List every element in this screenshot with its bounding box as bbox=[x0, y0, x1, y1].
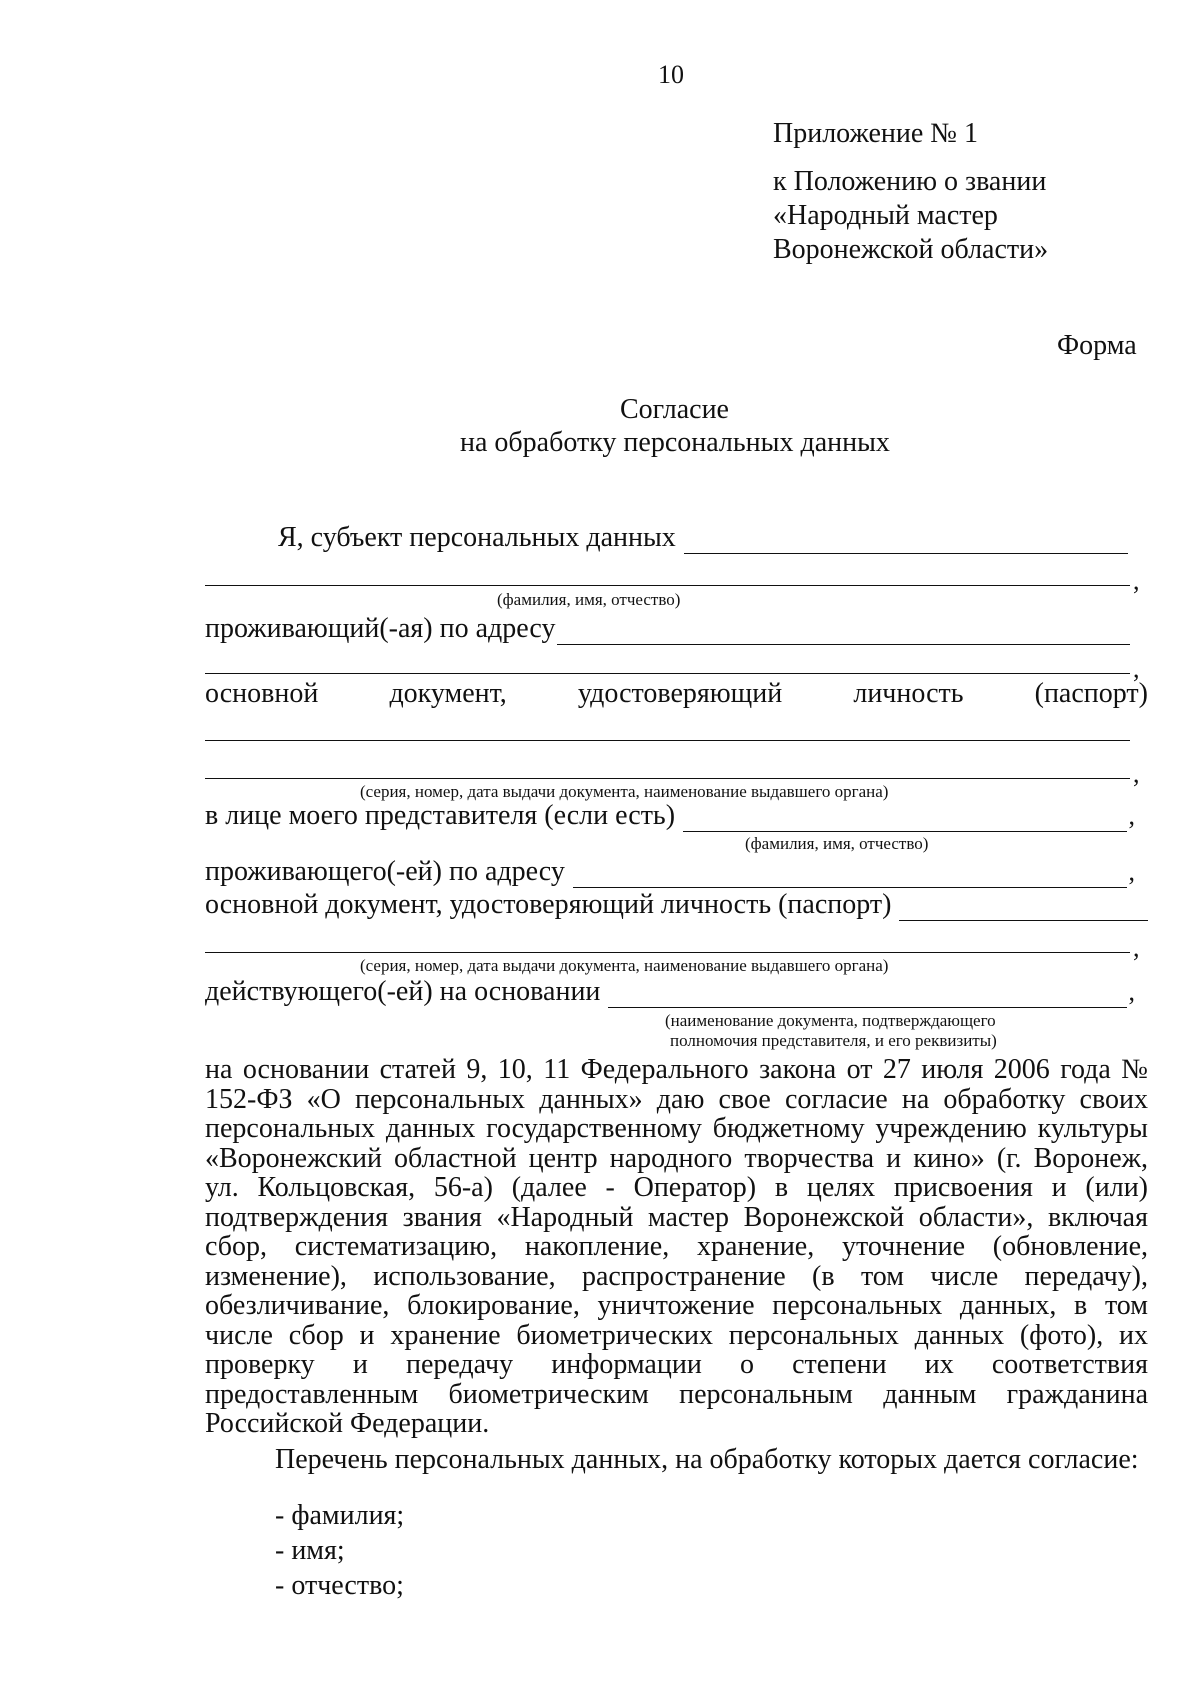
doc-word: основной bbox=[205, 678, 319, 709]
passport-line-2[interactable] bbox=[205, 778, 1130, 779]
rep-doc-field-row bbox=[205, 889, 1148, 921]
list-intro: Перечень персональных данных, на обработку которых дается согласие: bbox=[275, 1443, 1139, 1475]
acting-field-row bbox=[205, 976, 1135, 1008]
doc-word: (паспорт) bbox=[1034, 678, 1148, 709]
comma: , bbox=[1128, 977, 1135, 1006]
comma: , bbox=[1133, 933, 1140, 962]
rep-doc-label: основной документ, удостоверяющий личность (паспорт) bbox=[205, 889, 892, 920]
appendix-line-1: к Положению о звании bbox=[773, 166, 1047, 197]
acting-hint-1: (наименование документа, подтверждающего bbox=[665, 1011, 996, 1030]
doc-hint: (серия, номер, дата выдачи документа, наименование выдавшего органа) bbox=[360, 782, 889, 801]
rep-passport-line[interactable] bbox=[205, 952, 1130, 953]
passport-line-1[interactable] bbox=[205, 740, 1130, 741]
subject-name-line[interactable] bbox=[684, 529, 1128, 554]
doc-word: удостоверяющий bbox=[577, 678, 783, 709]
consent-paragraph bbox=[205, 1055, 1148, 1474]
comma: , bbox=[1128, 857, 1135, 886]
representative-field-row bbox=[205, 800, 1135, 832]
rep-doc-line[interactable] bbox=[899, 896, 1148, 921]
list-item-patronymic: - отчество; bbox=[275, 1570, 404, 1601]
acting-hint-2: полномочия представителя, и его реквизиты) bbox=[670, 1031, 997, 1050]
representative-name-line[interactable] bbox=[683, 807, 1126, 832]
list-item-surname: - фамилия; bbox=[275, 1500, 405, 1531]
document-title: Согласие bbox=[620, 394, 729, 425]
document-subtitle: на обработку персональных данных bbox=[460, 427, 890, 458]
rep-doc-hint: (серия, номер, дата выдачи документа, наименование выдавшего органа) bbox=[360, 956, 889, 975]
form-label: Форма bbox=[1057, 330, 1137, 361]
consent-text: на основании статей 9, 10, 11 Федерального закона от 27 июля 2006 года № 152-ФЗ «О персональных данных» даю свое согласие на обработку своих персональных данных государственному бюджетному учреждению культуры «Воронежский областной центр народного творчества и кино» (г. Воронеж, ул. Кольцовская, 56-а) (далее - Оператор) в целях присвоения и (или) подтверждения звания «Народный мастер Воронежской области», включая сбор, систематизацию, накопление, хранение, уточнение (обновление, изменение), использование, распространение (в том числе передачу), обезличивание, блокирование, уничтожение персональных данных, в том числе сбор и хранение биометрических персональных данных (фото), их проверку и передачу информации о степени их соответствия предоставленным биометрическим персональным данным гражданина Российской Федерации. bbox=[205, 1054, 1148, 1439]
fio-hint: (фамилия, имя, отчество) bbox=[497, 590, 681, 609]
representative-label: в лице моего представителя (если есть) bbox=[205, 800, 676, 831]
rep-address-line[interactable] bbox=[573, 863, 1127, 888]
list-item-name: - имя; bbox=[275, 1535, 345, 1566]
rep-address-field-row bbox=[205, 856, 1135, 888]
rep-fio-hint: (фамилия, имя, отчество) bbox=[745, 834, 929, 853]
comma: , bbox=[1133, 759, 1140, 788]
appendix-line-3: Воронежской области» bbox=[773, 234, 1049, 265]
rep-address-label: проживающего(-ей) по адресу bbox=[205, 856, 565, 887]
doc-word: личность bbox=[853, 678, 964, 709]
fio-line[interactable] bbox=[205, 585, 1130, 586]
address-line-2[interactable] bbox=[205, 673, 1130, 674]
document-label-row bbox=[205, 678, 1148, 710]
address-line[interactable] bbox=[557, 620, 1130, 645]
acting-basis-line[interactable] bbox=[608, 983, 1126, 1008]
address-field-row bbox=[205, 613, 1130, 645]
subject-field-row bbox=[278, 522, 1128, 554]
address-label: проживающий(-ая) по адресу bbox=[205, 613, 556, 644]
page-number: 10 bbox=[658, 60, 684, 89]
subject-label: Я, субъект персональных данных bbox=[278, 522, 676, 553]
appendix-line-2: «Народный мастер bbox=[773, 200, 998, 231]
appendix-title: Приложение № 1 bbox=[773, 118, 978, 149]
comma: , bbox=[1128, 801, 1135, 830]
doc-word: документ, bbox=[389, 678, 507, 709]
comma: , bbox=[1133, 654, 1140, 683]
comma: , bbox=[1133, 566, 1140, 595]
acting-label: действующего(-ей) на основании bbox=[205, 976, 601, 1007]
